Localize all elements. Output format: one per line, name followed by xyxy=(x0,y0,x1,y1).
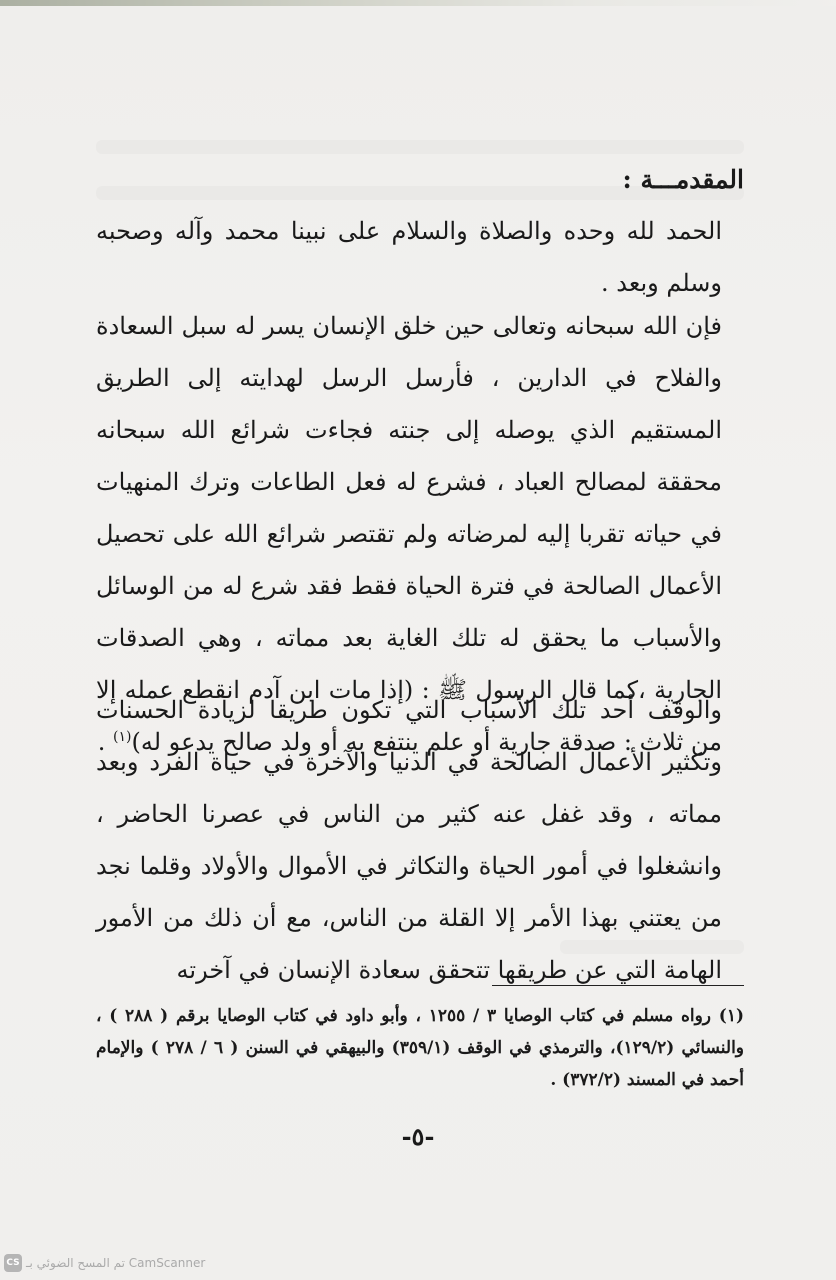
bleed-through-line xyxy=(96,140,744,154)
paragraph-waqf: والوقف أحد تلك الأسباب التي تكون طريقا لزيادة الحسنات وتكثير الأعمال الصالحة في الدنيا والآخرة في حياة الفرد وبعد مماته ، وقد غفل عنه كثير من الناس في عصرنا الحاضر ، وانشغلوا في أمور الحياة والتكاثر في الأموال والأولاد وقلما نجد من يعتني بهذا الأمر إلا القلة من الناس، مع أن ذلك من الأمور الهامة التي عن طريقها تتحقق سعادة الإنسان في آخرته xyxy=(96,696,722,984)
paragraph-intro-text: فإن الله سبحانه وتعالى حين خلق الإنسان يسر له سبل السعادة والفلاح في الدارين ، فأرسل الرسل لهدايته إلى الطريق المستقيم الذي يوصله إلى جنته فجاءت شرائع الله سبحانه محققة لمصالح العباد ، فشرع له فعل الطاعات وترك المنهيات في حياته تقربا إليه لمرضاته ولم تقتصر شرائع الله على تحصيل الأعمال الصالحة في فترة الحياة فقط فقد شرع له من الوسائل والأسباب ما يحقق له تلك الغاية بعد مماته ، وهي الصدقات الجارية ،كما قال الرسول ﷺ : (إذا مات ابن آدم انقطع عمله إلا من ثلاث : صدقة جارية أو علم ينتفع به أو ولد صالح يدعو له) xyxy=(96,312,722,756)
camscanner-logo-icon: CS xyxy=(4,1254,22,1272)
footnote-divider xyxy=(492,985,744,986)
page-number: -٥- xyxy=(401,1122,435,1151)
paragraph-intro-end: . xyxy=(97,728,114,756)
footnote-text: (١) رواه مسلم في كتاب الوصايا ٣ / ١٢٥٥ ، وأبو داود في كتاب الوصايا برقم ( ٢٨٨ ) ، والنسائي (١٢٩/٢)، والترمذي في الوقف (٣٥٩/١) والبيهقي في السنن ( ٦ / ٢٧٨ ) والإمام أحمد في المسند (٣٧٢/٢) . xyxy=(96,1006,744,1090)
paragraph-opening: الحمد لله وحده والصلاة والسلام على نبينا محمد وآله وصحبه وسلم وبعد . xyxy=(96,217,722,297)
footnote-marker: (١) xyxy=(113,729,132,745)
section-heading: المقدمـــة : xyxy=(622,165,744,194)
page-top-edge xyxy=(0,0,836,6)
scanner-watermark xyxy=(4,1254,205,1272)
scanner-label: تم المسح الضوئي بـ CamScanner xyxy=(26,1256,206,1270)
